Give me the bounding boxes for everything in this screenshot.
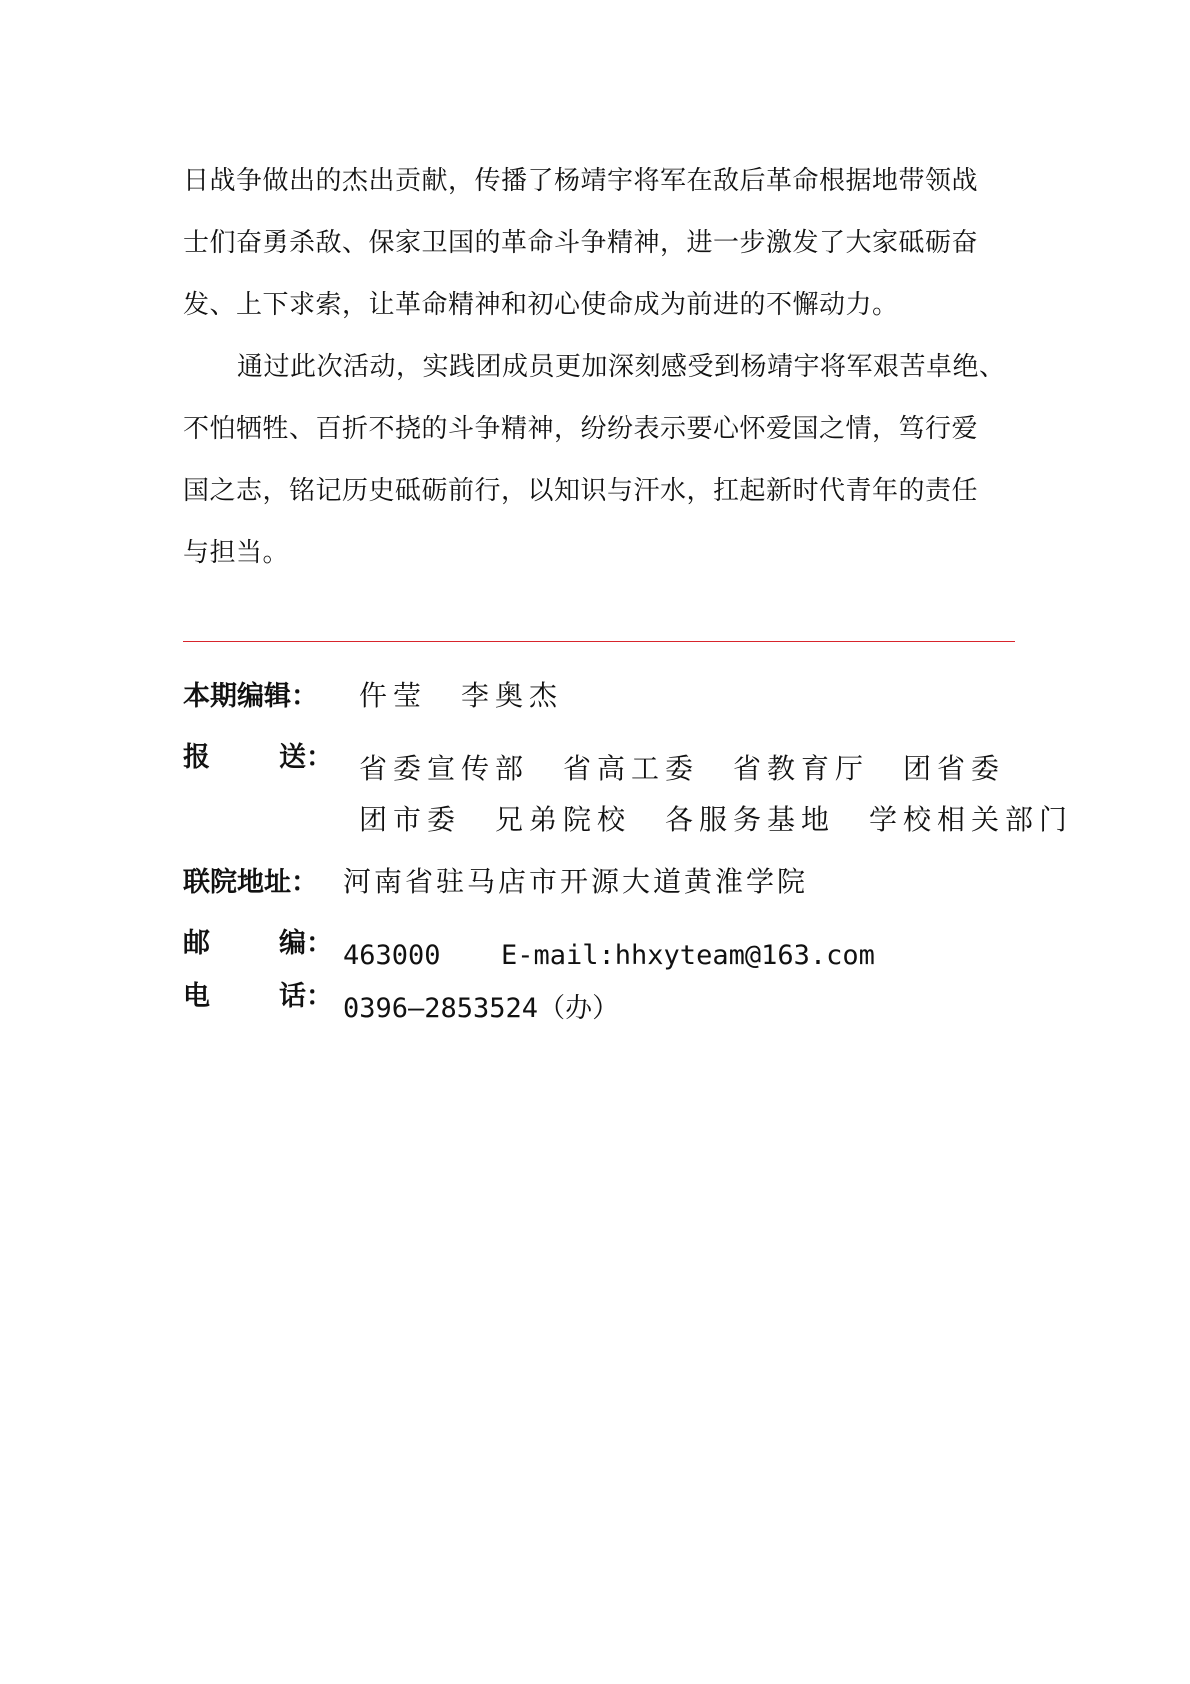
report-to-label-part1: 报 xyxy=(183,742,210,773)
phone-label xyxy=(183,977,343,1017)
postcode-label xyxy=(183,924,343,964)
address-row xyxy=(183,862,808,902)
phone-row xyxy=(183,977,620,1024)
article-line: 日战争做出的杰出贡献，传播了杨靖宇将军在敌后革命根据地带领战 xyxy=(183,166,979,196)
article-line: 不怕牺牲、百折不挠的斗争精神，纷纷表示要心怀爱国之情，笃行爱 xyxy=(183,414,979,444)
report-to-label xyxy=(183,738,359,778)
editor-names: 仵莹 李奥杰 xyxy=(359,679,564,712)
report-to-recipients-1: 省委宣传部 省高工委 省教育厅 团省委 xyxy=(359,752,1006,785)
report-to-label-part2: 送： xyxy=(279,742,333,773)
article-line: 国之志，铭记历史砥砺前行，以知识与汗水，扛起新时代青年的责任 xyxy=(183,476,979,506)
report-to-row-continued xyxy=(359,800,1073,840)
address-value: 河南省驻马店市开源大道黄淮学院 xyxy=(343,865,809,898)
postcode-label-part2: 编： xyxy=(279,928,333,959)
report-to-row xyxy=(183,738,1006,785)
report-to-recipients-2: 团市委 兄弟院校 各服务基地 学校相关部门 xyxy=(359,803,1074,836)
article-body xyxy=(183,150,1015,584)
phone-label-part1: 电 xyxy=(183,981,210,1012)
article-line: 与担当。 xyxy=(183,538,290,568)
email-address: E-mail:hhxyteam@163.com xyxy=(501,940,875,971)
editor-label: 本期编辑： xyxy=(183,681,318,712)
phone-value: 0396—2853524（办） xyxy=(343,993,620,1024)
phone-label-part2: 话： xyxy=(279,981,333,1012)
postcode-value: 463000 xyxy=(343,940,441,971)
postcode-label-part1: 邮 xyxy=(183,928,210,959)
red-divider xyxy=(183,641,1015,642)
article-line: 士们奋勇杀敌、保家卫国的革命斗争精神，进一步激发了大家砥砺奋 xyxy=(183,228,979,258)
address-label: 联院地址： xyxy=(183,867,318,898)
article-paragraph-start: 通过此次活动，实践团成员更加深刻感受到杨靖宇将军艰苦卓绝、 xyxy=(237,352,1006,382)
editor-row xyxy=(183,676,563,716)
postcode-row xyxy=(183,924,875,971)
article-line: 发、上下求索，让革命精神和初心使命成为前进的不懈动力。 xyxy=(183,290,899,320)
